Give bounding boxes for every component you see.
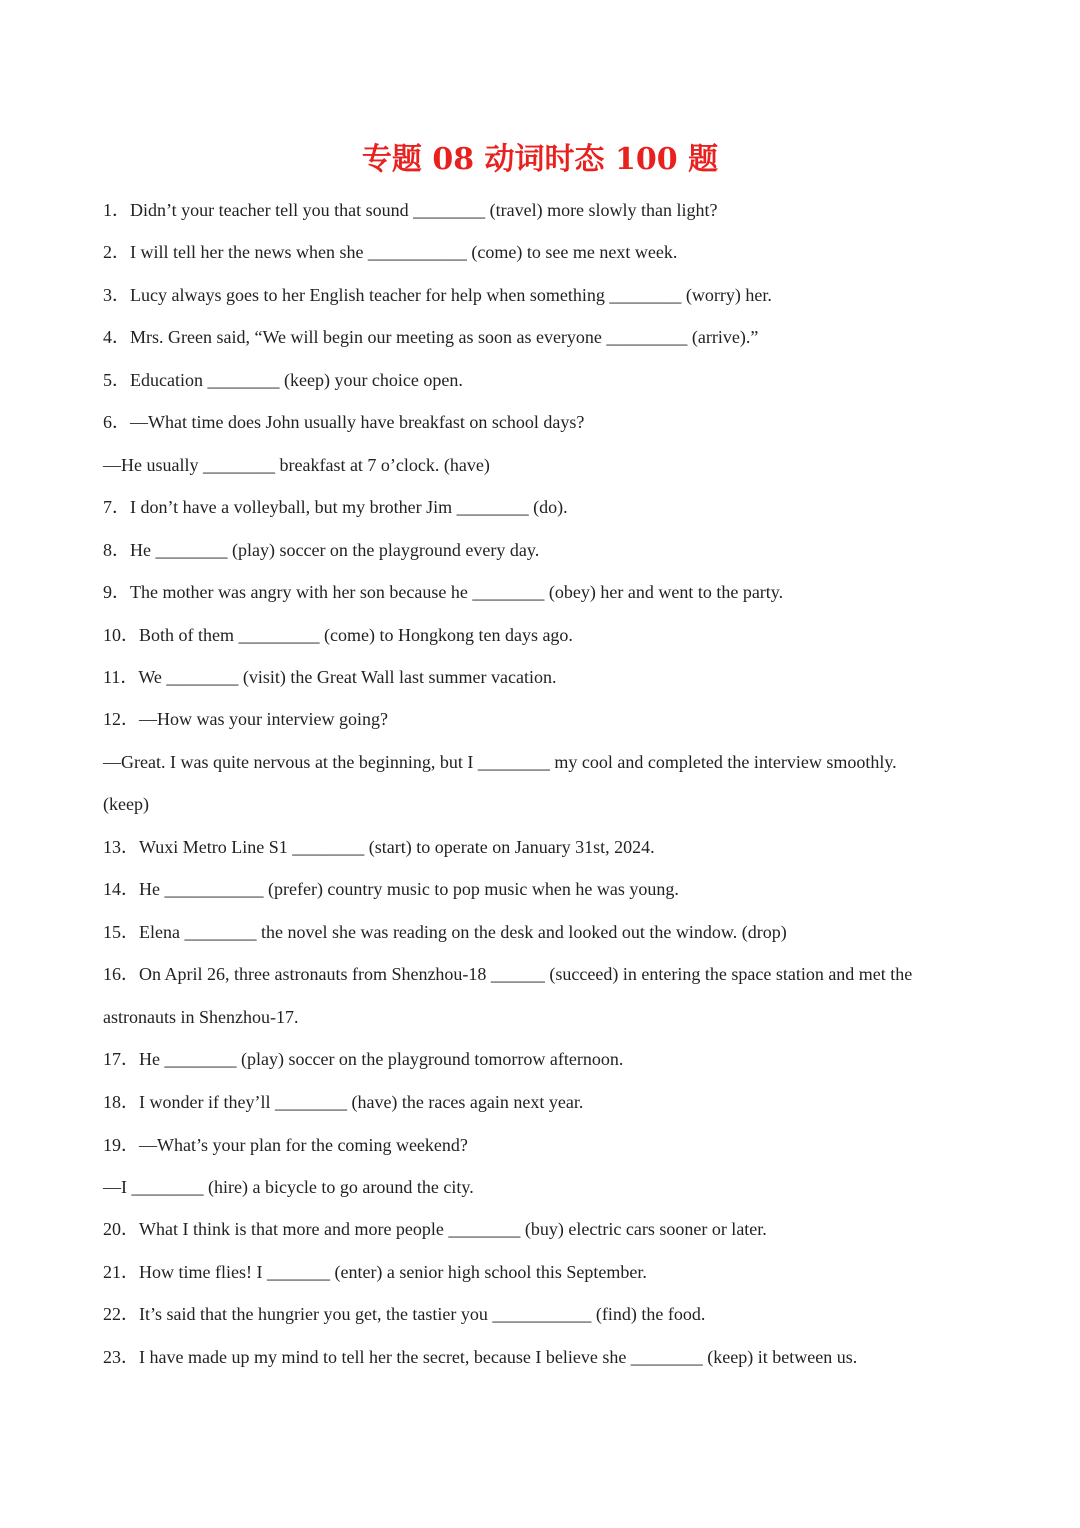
- question-5: 5．Education ________ (keep) your choice open.: [103, 370, 463, 390]
- question-19-answer: —I ________ (hire) a bicycle to go around the city.: [103, 1177, 474, 1197]
- question-17: 17．He ________ (play) soccer on the playground tomorrow afternoon.: [103, 1049, 624, 1069]
- question-16-continued: astronauts in Shenzhou-17.: [103, 1007, 299, 1027]
- question-19: 19．—What’s your plan for the coming weekend?: [103, 1135, 468, 1155]
- question-3: 3．Lucy always goes to her English teacher for help when something ________ (worry) her.: [103, 285, 772, 305]
- question-8: 8．He ________ (play) soccer on the playground every day.: [103, 540, 540, 560]
- question-12-answer: —Great. I was quite nervous at the beginning, but I ________ my cool and completed the interview smoothly.: [103, 752, 897, 772]
- question-2: 2．I will tell her the news when she ___________ (come) to see me next week.: [103, 242, 678, 262]
- question-15: 15．Elena ________ the novel she was reading on the desk and looked out the window. (drop): [103, 922, 787, 942]
- question-4: 4．Mrs. Green said, “We will begin our meeting as soon as everyone _________ (arrive).”: [103, 327, 759, 347]
- question-11: 11．We ________ (visit) the Great Wall last summer vacation.: [103, 667, 557, 687]
- question-12-hint: (keep): [103, 794, 149, 814]
- question-6-answer: —He usually ________ breakfast at 7 o’clock. (have): [103, 455, 490, 475]
- question-1: 1．Didn’t your teacher tell you that sound ________ (travel) more slowly than light?: [103, 200, 718, 220]
- question-7: 7．I don’t have a volleyball, but my brother Jim ________ (do).: [103, 497, 568, 517]
- question-16: 16．On April 26, three astronauts from Shenzhou-18 ______ (succeed) in entering the space station and met the: [103, 964, 913, 984]
- question-14: 14．He ___________ (prefer) country music to pop music when he was young.: [103, 879, 679, 899]
- question-12: 12．—How was your interview going?: [103, 709, 388, 729]
- question-6: 6．—What time does John usually have breakfast on school days?: [103, 412, 585, 432]
- question-13: 13．Wuxi Metro Line S1 ________ (start) to operate on January 31st, 2024.: [103, 837, 655, 857]
- page-title: 专题 08 动词时态 100 题: [361, 142, 719, 177]
- question-10: 10．Both of them _________ (come) to Hongkong ten days ago.: [103, 625, 573, 645]
- question-9: 9．The mother was angry with her son because he ________ (obey) her and went to the party.: [103, 582, 784, 602]
- question-21: 21．How time flies! I _______ (enter) a senior high school this September.: [103, 1262, 647, 1282]
- question-22: 22．It’s said that the hungrier you get, the tastier you ___________ (find) the food.: [103, 1304, 706, 1324]
- question-23: 23．I have made up my mind to tell her the secret, because I believe she ________ (keep) it between us.: [103, 1347, 858, 1367]
- question-18: 18．I wonder if they’ll ________ (have) the races again next year.: [103, 1092, 584, 1112]
- question-20: 20．What I think is that more and more people ________ (buy) electric cars sooner or later.: [103, 1219, 767, 1239]
